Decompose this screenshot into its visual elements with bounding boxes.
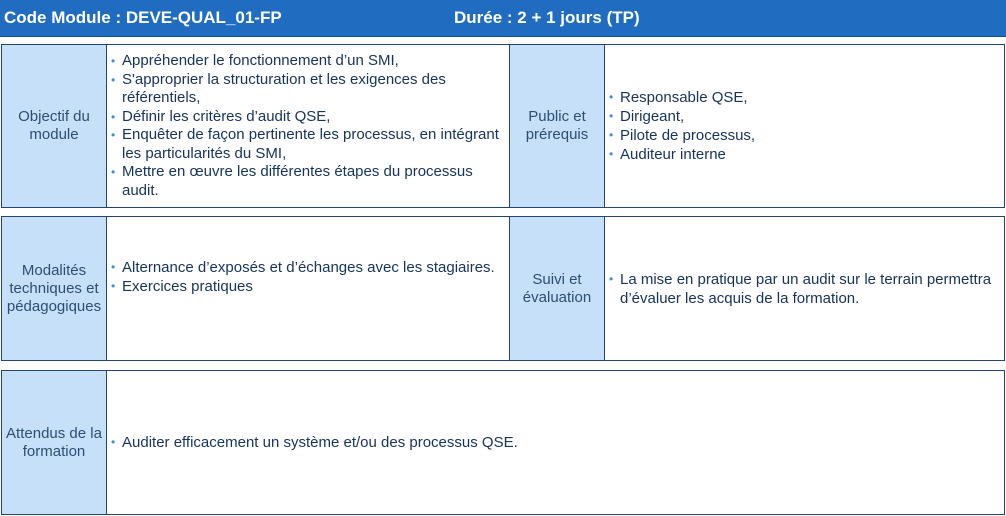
public-list (609, 88, 755, 164)
list-item: • Responsable QSE, (609, 88, 755, 107)
list-item: • Définir les critères d’audit QSE, (111, 108, 507, 127)
list-item: • S'approprier la structuration et les exigences des référentiels, (111, 71, 507, 108)
suivi-list (609, 270, 1002, 308)
module-header (0, 0, 1006, 37)
label-suivi (509, 217, 605, 360)
label-objectif (2, 45, 107, 207)
row-objectif-public (1, 44, 1005, 208)
label-modalites (2, 217, 107, 360)
code-module-title: Code Module : DEVE-QUAL_01-FP (4, 8, 282, 27)
content-public (605, 45, 1004, 207)
label-objectif-text: Objectif du module (18, 108, 90, 143)
attendus-list (111, 433, 518, 452)
list-item: • La mise en pratique par un audit sur le terrain permettra d’évaluer les acquis de la formation. (609, 270, 1002, 308)
list-item: • Auditer efficacement un système et/ou des processus QSE. (111, 433, 518, 452)
list-item: • Pilote de processus, (609, 126, 755, 145)
list-item: • Alternance d’exposés et d’échanges avec les stagiaires. (111, 258, 495, 277)
list-item: • Mettre en œuvre les différentes étapes du processus audit. (111, 163, 507, 200)
row-attendus (1, 370, 1005, 515)
duree-title: Durée : 2 + 1 jours (TP) (454, 8, 640, 27)
content-suivi (605, 217, 1004, 360)
objectif-list (111, 52, 507, 200)
label-public (509, 45, 605, 207)
content-modalites (107, 217, 509, 360)
modalites-list (111, 258, 495, 296)
list-item: • Auditeur interne (609, 145, 755, 164)
label-modalites-text: Modalités techniques et pédagogiques (6, 261, 102, 315)
content-attendus (107, 371, 1004, 514)
content-objectif (107, 45, 509, 207)
list-item: • Dirigeant, (609, 107, 755, 126)
label-public-text: Public et prérequis (525, 108, 589, 143)
label-attendus (2, 371, 107, 514)
list-item: • Appréhender le fonctionnement d’un SMI, (111, 52, 507, 71)
list-item: • Enquêter de façon pertinente les processus, en intégrant les particularités du SMI, (111, 126, 507, 163)
list-item: • Exercices pratiques (111, 277, 495, 296)
label-attendus-text: Attendus de la formation (6, 424, 102, 460)
row-modalites-suivi (1, 216, 1005, 361)
label-suivi-text: Suivi et évaluation (522, 270, 592, 306)
